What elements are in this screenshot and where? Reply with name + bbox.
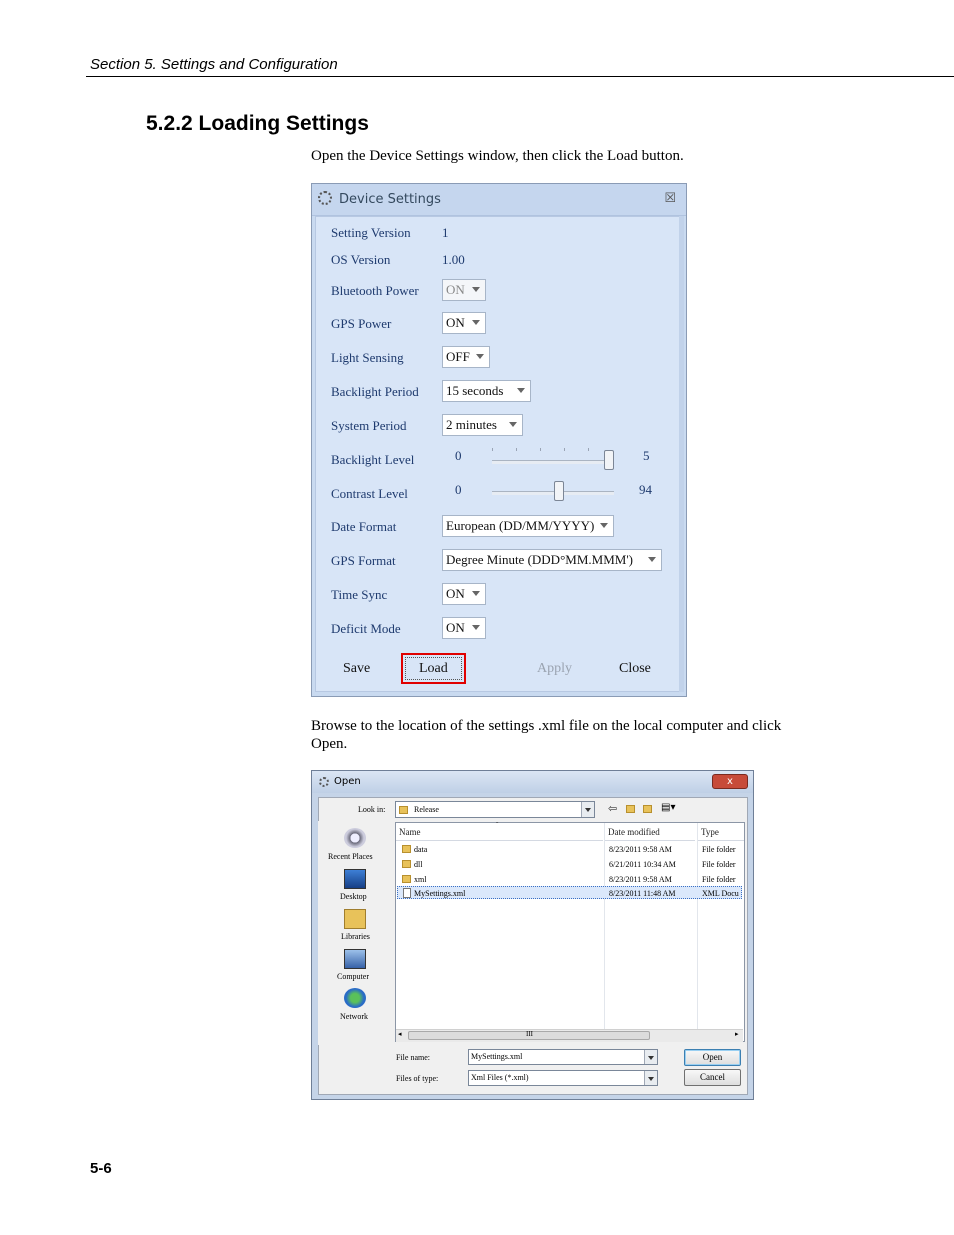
open-dialog-title: Open: [334, 776, 361, 787]
open-dialog-titlebar: [312, 771, 753, 793]
place-network[interactable]: Network: [340, 1012, 368, 1021]
folder-icon: [399, 806, 408, 814]
close-button[interactable]: Close: [619, 661, 651, 676]
gps-format-dropdown[interactable]: [442, 549, 662, 571]
slider-tick: [588, 448, 589, 451]
desktop-icon[interactable]: [344, 869, 366, 889]
gear-icon: [319, 777, 329, 787]
file-type-dll: File folder: [702, 860, 736, 869]
gps-power-dropdown[interactable]: [442, 312, 486, 334]
label-os-version: OS Version: [331, 252, 391, 267]
file-type-mysettings: XML Docu: [702, 889, 739, 898]
file-type-data: File folder: [702, 845, 736, 854]
scroll-left-icon[interactable]: ◂: [398, 1030, 402, 1038]
column-date-label: Date modified: [608, 827, 660, 837]
chevron-down-icon: [472, 287, 480, 292]
backlight-level-track[interactable]: [492, 460, 614, 464]
label-system-period: System Period: [331, 418, 407, 433]
slider-tick: [492, 448, 493, 451]
time-sync-dropdown[interactable]: [442, 583, 486, 605]
chevron-down-icon: [472, 625, 480, 630]
file-type-xml: File folder: [702, 875, 736, 884]
recent-places-icon[interactable]: [344, 828, 366, 848]
column-separator: [697, 823, 698, 1038]
gps-power-value: ON: [446, 315, 465, 330]
system-period-dropdown[interactable]: [442, 414, 523, 436]
file-type-select[interactable]: [468, 1070, 658, 1086]
label-gps-format: GPS Format: [331, 553, 396, 568]
file-list[interactable]: [395, 822, 745, 1042]
label-deficit-mode: Deficit Mode: [331, 621, 401, 636]
slider-tick: [564, 448, 565, 451]
column-name-label: Name: [399, 827, 421, 837]
file-date-data: 8/23/2011 9:58 AM: [609, 845, 672, 854]
gps-format-value: Degree Minute (DDD°MM.MMM'): [446, 552, 633, 567]
light-sensing-value: OFF: [446, 349, 470, 364]
paragraph-browse-line1: Browse to the location of the settings .xml file on the local computer and click: [311, 718, 782, 734]
column-header-type[interactable]: [698, 823, 744, 841]
load-button[interactable]: Load: [419, 661, 448, 676]
chevron-down-icon: [517, 388, 525, 393]
backlight-level-thumb[interactable]: [604, 450, 614, 470]
label-setting-version: Setting Version: [331, 225, 411, 240]
label-bluetooth-power: Bluetooth Power: [331, 283, 419, 298]
column-separator: [604, 823, 605, 1038]
file-date-xml: 8/23/2011 9:58 AM: [609, 875, 672, 884]
label-time-sync: Time Sync: [331, 587, 388, 602]
apply-button[interactable]: Apply: [537, 661, 572, 676]
place-recent-places[interactable]: Recent Places: [328, 852, 373, 861]
label-backlight-period: Backlight Period: [331, 384, 419, 399]
device-settings-scrollbar[interactable]: [679, 216, 684, 692]
label-date-format: Date Format: [331, 519, 397, 534]
chevron-down-icon[interactable]: [581, 802, 594, 817]
place-desktop[interactable]: Desktop: [340, 892, 367, 901]
file-name-label: File name:: [396, 1053, 430, 1062]
new-folder-icon[interactable]: [643, 805, 652, 813]
slider-tick: [540, 448, 541, 451]
chevron-down-icon[interactable]: [644, 1071, 657, 1085]
date-format-value: European (DD/MM/YYYY): [446, 518, 595, 533]
backlight-period-dropdown[interactable]: [442, 380, 531, 402]
open-button[interactable]: Open: [684, 1049, 741, 1066]
label-light-sensing: Light Sensing: [331, 350, 404, 365]
backlight-period-value: 15 seconds: [446, 383, 504, 398]
gear-icon: [318, 191, 332, 205]
contrast-level-max: 94: [639, 482, 652, 497]
close-icon[interactable]: ☒: [664, 191, 676, 206]
network-icon[interactable]: [344, 988, 366, 1008]
place-computer[interactable]: Computer: [337, 972, 369, 981]
chevron-down-icon: [648, 557, 656, 562]
up-folder-icon[interactable]: [626, 805, 635, 813]
cancel-button[interactable]: Cancel: [684, 1069, 741, 1086]
view-menu-icon[interactable]: ▤▾: [661, 802, 676, 813]
chevron-down-icon: [472, 591, 480, 596]
column-type-label: Type: [701, 827, 719, 837]
time-sync-value: ON: [446, 586, 465, 601]
close-icon[interactable]: x: [712, 774, 748, 789]
file-name-value: MySettings.xml: [471, 1052, 523, 1061]
value-setting-version: 1: [442, 225, 449, 240]
file-name-mysettings[interactable]: MySettings.xml: [414, 889, 466, 898]
file-date-mysettings: 8/23/2011 11:48 AM: [609, 889, 676, 898]
chevron-down-icon[interactable]: [644, 1050, 657, 1064]
page-number: 5-6: [90, 1160, 112, 1177]
column-header-date[interactable]: [605, 823, 695, 841]
xml-file-icon: [403, 888, 411, 898]
header-rule: [86, 76, 954, 77]
place-libraries[interactable]: Libraries: [341, 932, 370, 941]
paragraph-browse-line2: Open.: [311, 736, 348, 752]
section-heading: 5.2.2 Loading Settings: [146, 112, 369, 135]
label-backlight-level: Backlight Level: [331, 452, 415, 467]
deficit-mode-dropdown[interactable]: [442, 617, 486, 639]
date-format-dropdown[interactable]: [442, 515, 614, 537]
chevron-down-icon: [600, 523, 608, 528]
column-header-name[interactable]: [396, 823, 603, 841]
chevron-down-icon: [509, 422, 517, 427]
libraries-icon[interactable]: [344, 909, 366, 929]
contrast-level-min: 0: [455, 482, 462, 497]
scroll-right-icon[interactable]: ▸: [735, 1030, 739, 1038]
file-date-dll: 6/21/2011 10:34 AM: [609, 860, 676, 869]
save-button[interactable]: Save: [343, 661, 371, 676]
folder-icon: [402, 860, 411, 868]
section-header: Section 5. Settings and Configuration: [90, 56, 338, 73]
look-in-dropdown[interactable]: [395, 801, 595, 818]
system-period-value: 2 minutes: [446, 417, 497, 432]
backlight-level-min: 0: [455, 448, 462, 463]
file-name-dll[interactable]: dll: [414, 860, 423, 869]
folder-icon: [402, 875, 411, 883]
look-in-value: Release: [414, 805, 439, 814]
paragraph-browse: [311, 717, 831, 753]
paragraph-open-settings: Open the Device Settings window, then click the Load button.: [311, 148, 684, 164]
chevron-down-icon: [476, 354, 484, 359]
label-gps-power: GPS Power: [331, 316, 392, 331]
file-type-label: Files of type:: [396, 1074, 439, 1083]
label-contrast-level: Contrast Level: [331, 486, 408, 501]
bluetooth-power-value: ON: [446, 282, 465, 297]
deficit-mode-value: ON: [446, 620, 465, 635]
contrast-level-thumb[interactable]: [554, 481, 564, 501]
sort-up-icon: ˆ: [496, 821, 499, 829]
backlight-level-max: 5: [643, 448, 650, 463]
look-in-label: Look in:: [358, 805, 386, 814]
file-type-value: Xml Files (*.xml): [471, 1073, 529, 1082]
light-sensing-dropdown[interactable]: [442, 346, 490, 368]
chevron-down-icon: [472, 320, 480, 325]
slider-tick: [516, 448, 517, 451]
file-name-input[interactable]: [468, 1049, 658, 1065]
file-name-xml[interactable]: xml: [414, 875, 427, 884]
value-os-version: 1.00: [442, 252, 465, 267]
device-settings-titlebar: [312, 184, 686, 216]
computer-icon[interactable]: [344, 949, 366, 969]
file-name-data[interactable]: data: [414, 845, 428, 854]
scroll-grip: III: [526, 1030, 533, 1038]
back-arrow-icon[interactable]: ⇦: [608, 803, 618, 815]
folder-icon: [402, 845, 411, 853]
bluetooth-power-dropdown[interactable]: [442, 279, 486, 301]
device-settings-title: Device Settings: [339, 192, 441, 207]
